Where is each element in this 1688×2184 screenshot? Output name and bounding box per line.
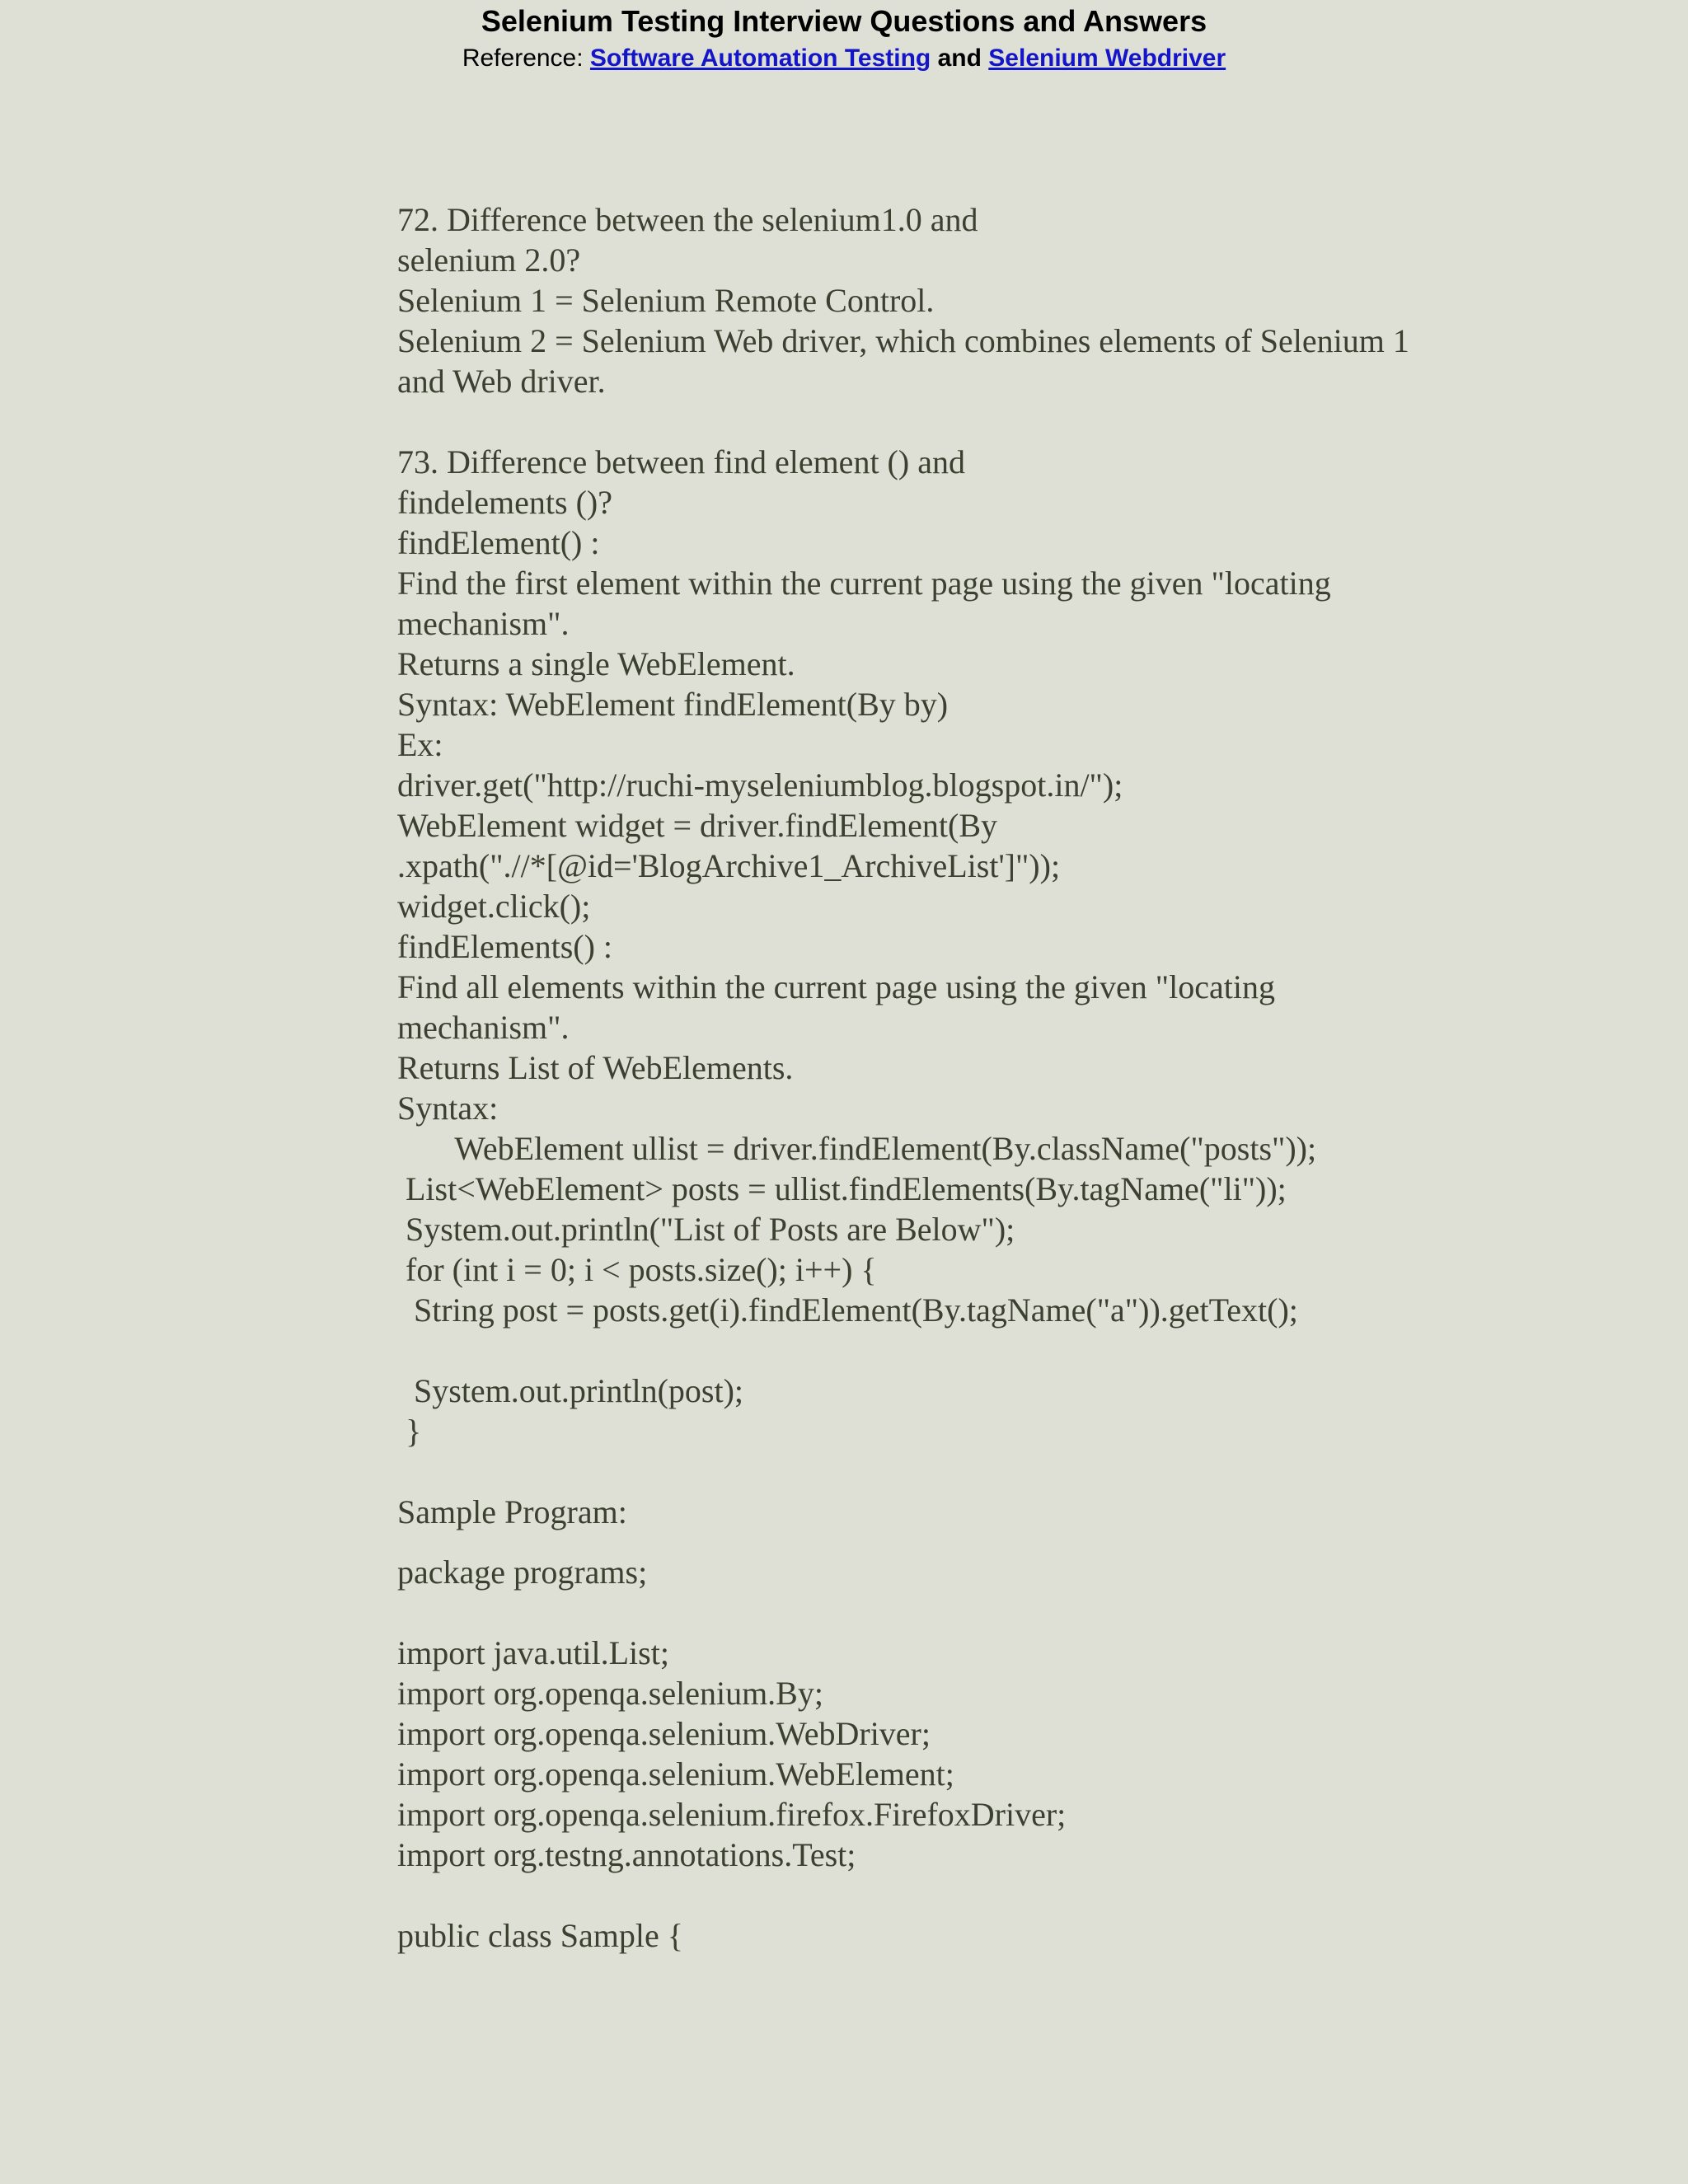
- text-line: Syntax: WebElement findElement(By by): [397, 686, 949, 723]
- text-line: Selenium 1 = Selenium Remote Control.: [397, 282, 935, 319]
- text-line: Syntax:: [397, 1090, 499, 1127]
- software-automation-testing-link[interactable]: Software Automation Testing: [589, 45, 931, 72]
- text-line: selenium 2.0?: [397, 241, 581, 279]
- code-line: import org.openqa.selenium.By;: [397, 1675, 823, 1712]
- text-line: mechanism".: [397, 605, 570, 642]
- code-line: }: [397, 1413, 422, 1450]
- import-block: [397, 1633, 1650, 1875]
- code-line: driver.get("http://ruchi-myseleniumblog.blogspot.in/");: [397, 766, 1123, 804]
- code-line: .xpath(".//*[@id='BlogArchive1_ArchiveList']"));: [397, 847, 1061, 884]
- text-line: Find the first element within the current page using the given "locating: [397, 565, 1331, 602]
- code-line: String post = posts.get(i).findElement(By.tagName("a")).getText();: [397, 1291, 1298, 1329]
- spacer: [397, 1875, 1650, 1915]
- text-line: findElement() :: [397, 524, 600, 561]
- spacer: [397, 1532, 1650, 1552]
- code-line: for (int i = 0; i < posts.size(); i++) {: [397, 1251, 877, 1288]
- code-line: public class Sample {: [397, 1917, 683, 1954]
- code-line: import org.testng.annotations.Test;: [397, 1836, 856, 1873]
- reference-label: Reference:: [462, 45, 584, 72]
- selenium-webdriver-link[interactable]: Selenium Webdriver: [988, 45, 1226, 72]
- sample-program-label: Sample Program:: [397, 1493, 627, 1530]
- text-line: Find all elements within the current page using the given "locating: [397, 968, 1275, 1005]
- text-line: Returns List of WebElements.: [397, 1049, 794, 1086]
- code-line: WebElement ullist = driver.findElement(By.className("posts"));: [397, 1130, 1317, 1167]
- code-line: import org.openqa.selenium.WebDriver;: [397, 1715, 931, 1752]
- text-line: Selenium 2 = Selenium Web driver, which combines elements of Selenium 1: [397, 322, 1409, 359]
- text-line: mechanism".: [397, 1009, 570, 1046]
- reference-line: [0, 42, 1688, 75]
- text-line: findElements() :: [397, 928, 613, 965]
- document-title: Selenium Testing Interview Questions and Answers: [481, 4, 1207, 38]
- document-body: [397, 199, 1650, 1956]
- code-line: import java.util.List;: [397, 1634, 669, 1671]
- spacer: [397, 401, 1650, 442]
- text-line: Ex:: [397, 726, 443, 763]
- question-72: [397, 199, 1650, 401]
- code-line: System.out.println(post);: [397, 1372, 743, 1409]
- text-line: and Web driver.: [397, 363, 606, 400]
- page-header: [0, 0, 1688, 75]
- code-line: import org.openqa.selenium.WebElement;: [397, 1755, 954, 1793]
- text-line: Returns a single WebElement.: [397, 645, 795, 682]
- spacer: [397, 1451, 1650, 1492]
- and-label: and: [937, 45, 982, 72]
- code-line: List<WebElement> posts = ullist.findElements(By.tagName("li"));: [397, 1170, 1287, 1207]
- text-line: 72. Difference between the selenium1.0 and: [397, 201, 978, 238]
- spacer: [397, 1592, 1650, 1633]
- text-line: 73. Difference between find element () and: [397, 443, 965, 480]
- text-line: findelements ()?: [397, 484, 612, 521]
- code-line: widget.click();: [397, 888, 591, 925]
- code-line: import org.openqa.selenium.firefox.FirefoxDriver;: [397, 1796, 1067, 1833]
- spacer: [397, 1330, 1650, 1371]
- question-73: [397, 442, 1650, 1451]
- code-line: System.out.println("List of Posts are Below");: [397, 1211, 1015, 1248]
- code-line: package programs;: [397, 1554, 648, 1591]
- code-line: WebElement widget = driver.findElement(By: [397, 807, 998, 844]
